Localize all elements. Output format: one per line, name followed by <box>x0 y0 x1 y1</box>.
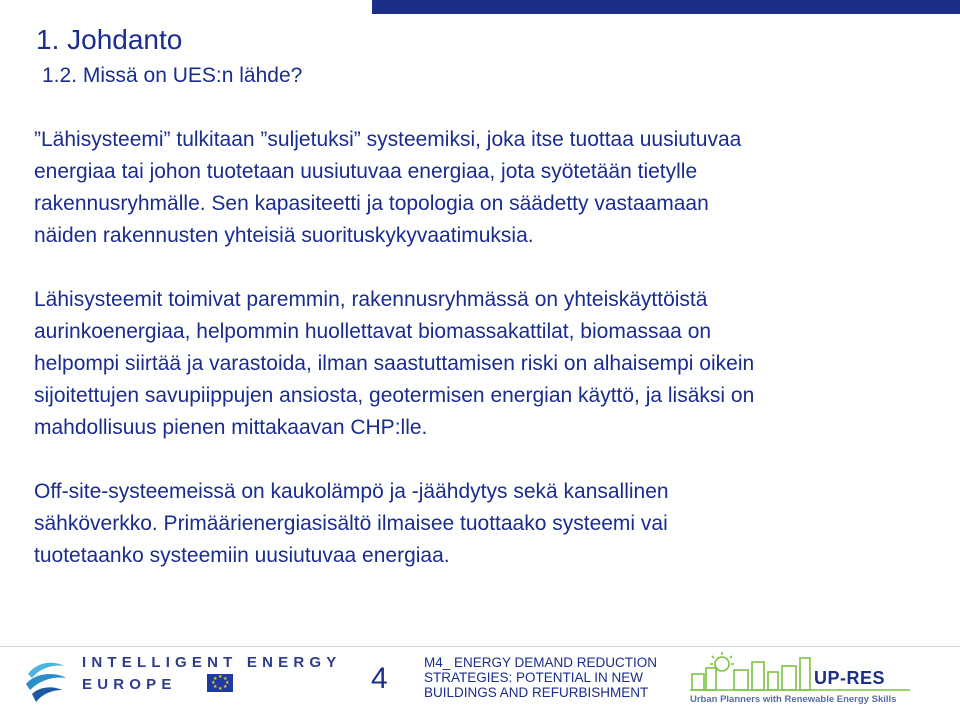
module-title-line: STRATEGIES: POTENTIAL IN NEW <box>424 670 644 685</box>
intelligent-energy-text: INTELLIGENT ENERGY <box>82 654 342 671</box>
paragraph-1-line: rakennusryhmälle. Sen kapasiteetti ja topologia on säädetty vastaamaan <box>34 192 709 215</box>
slide-subtitle: 1.2. Missä on UES:n lähde? <box>42 64 303 87</box>
module-title-line: BUILDINGS AND REFURBISHMENT <box>424 685 649 700</box>
paragraph-3-line: sähköverkko. Primäärienergiasisältö ilmaisee tuottaako systeemi vai <box>34 512 668 535</box>
paragraph-3 <box>34 476 944 572</box>
intelligent-energy-swirl-icon <box>24 652 68 704</box>
slide-title: 1. Johdanto <box>36 24 183 55</box>
paragraph-3-line: Off-site-systeemeissä on kaukolämpö ja -jäähdytys sekä kansallinen <box>34 480 669 503</box>
paragraph-2-line: helpompi siirtää ja varastoida, ilman saastuttamisen riski on alhaisempi oikein <box>34 352 755 375</box>
paragraph-2 <box>34 284 944 444</box>
footer-divider <box>0 646 960 647</box>
paragraph-2-line: mahdollisuus pienen mittakaavan CHP:lle. <box>34 416 428 439</box>
upres-tagline: Urban Planners with Renewable Energy Skills <box>690 694 897 705</box>
paragraph-1-line: näiden rakennusten yhteisiä suorituskykyvaatimuksia. <box>34 224 534 247</box>
paragraph-1-line: ”Lähisysteemi” tulkitaan ”suljetuksi” systeemiksi, joka itse tuottaa uusiutuvaa <box>34 128 742 151</box>
paragraph-2-line: sijoitettujen savupiippujen ansiosta, geotermisen energian käyttö, ja lisäksi on <box>34 384 755 407</box>
page-number: 4 <box>371 662 388 695</box>
eu-flag-icon: ★ ★ ★ ★ ★ ★ ★ ★ <box>207 674 233 692</box>
paragraph-3-line: tuotetaanko systeemiin uusiutuvaa energiaa. <box>34 544 450 567</box>
paragraph-1 <box>34 124 944 252</box>
paragraph-2-line: Lähisysteemit toimivat paremmin, rakennusryhmässä on yhteiskäyttöistä <box>34 288 708 311</box>
upres-brand-name: UP-RES <box>814 668 886 688</box>
module-title-line: M4_ ENERGY DEMAND REDUCTION <box>424 655 658 670</box>
paragraph-1-line: energiaa tai johon tuotetaan uusiutuvaa energiaa, jota syötetään tietylle <box>34 160 698 183</box>
paragraph-2-line: aurinkoenergiaa, helpommin huollettavat biomassakattilat, biomassaa on <box>34 320 712 343</box>
top-accent-bar <box>372 0 960 14</box>
module-title <box>424 655 657 700</box>
europe-text: EUROPE <box>82 676 177 693</box>
